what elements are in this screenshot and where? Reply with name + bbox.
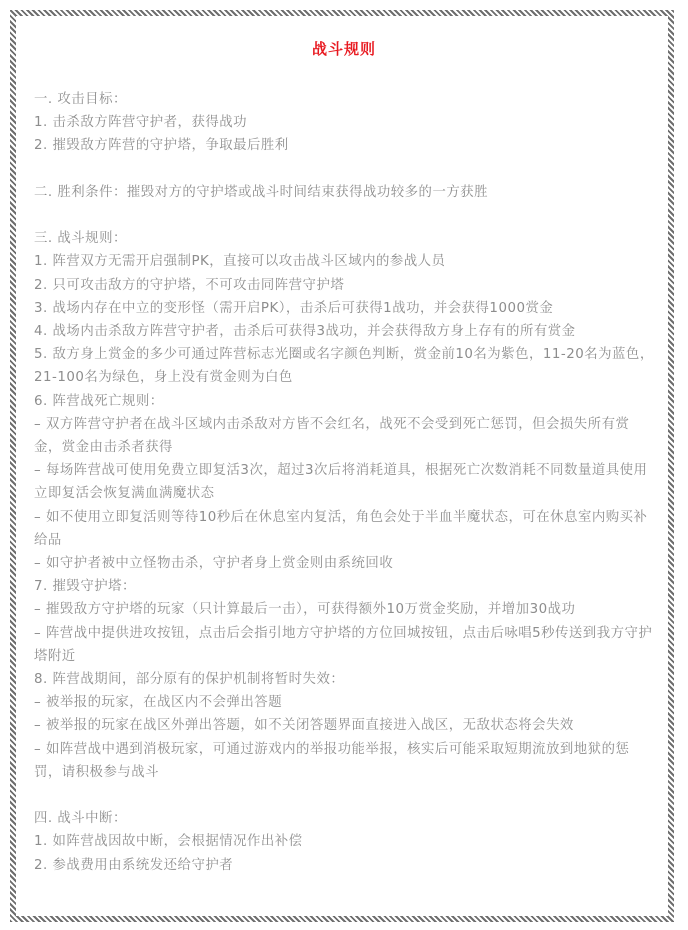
page-title: 战斗规则	[311, 40, 376, 58]
section-attack-target-heading: 一. 攻击目标：	[34, 92, 127, 107]
protection-rule-1: – 被举报的玩家，在战区内不会弹出答题	[34, 695, 283, 711]
protection-rule-2: – 被举报的玩家在战区外弹出答题，如不关闭答题界面直接进入战区，无敌状态将会失效	[34, 718, 574, 734]
battle-rule-5: 5. 敌方身上赏金的多少可通过阵营标志光圈或名字颜色判断，赏金前10名为紫色，11-20名为蓝色，21-100名为绿色，身上没有赏金则为白色	[34, 347, 654, 386]
battle-rule-8: 8. 阵营战期间，部分原有的保护机制将暂时失效：	[34, 672, 345, 688]
battle-rule-7: 7. 摧毁守护塔：	[34, 579, 136, 595]
protection-rule-3: – 如阵营战中遇到消极玩家，可通过游戏内的举报功能举报，核实后可能采取短期流放到地狱的惩罚，请积极参与战斗	[34, 741, 630, 780]
tower-rule-2: – 阵营战中提供进攻按钮，点击后会指引地方守护塔的方位回城按钮，点击后咏唱5秒传送到我方守护塔附近	[34, 625, 653, 664]
attack-target-item-1: 1. 击杀敌方阵营守护者，获得战功	[34, 115, 248, 131]
rules-content	[34, 88, 654, 877]
battle-rule-6: 6. 阵营战死亡规则：	[34, 393, 164, 409]
interruption-item-1: 1. 如阵营战因故中断，会根据情况作出补偿	[34, 834, 303, 850]
section-interruption-heading: 四. 战斗中断：	[34, 811, 127, 827]
battle-rule-4: 4. 战场内击杀敌方阵营守护者，击杀后可获得3战功，并会获得敌方身上存有的所有赏金	[34, 324, 576, 339]
section-battle-rules-heading: 三. 战斗规则：	[34, 231, 127, 247]
death-rule-4: – 如守护者被中立怪物击杀，守护者身上赏金则由系统回收	[34, 556, 394, 572]
battle-rule-3: 3. 战场内存在中立的变形怪（需开启PK），击杀后可获得1战功，并会获得1000赏金	[34, 300, 554, 316]
death-rule-3: – 如不使用立即复活则等待10秒后在休息室内复活，角色会处于半血半魔状态，可在休息室内购买补给品	[34, 509, 648, 548]
death-rule-2: – 每场阵营战可使用免费立即复活3次，超过3次后将消耗道具，根据死亡次数消耗不同数量道具使用立即复活会恢复满血满魔状态	[34, 463, 648, 502]
interruption-item-2: 2. 参战费用由系统发还给守护者	[34, 857, 234, 873]
death-rule-1: – 双方阵营守护者在战斗区域内击杀敌对方皆不会红名，战死不会受到死亡惩罚，但会损失所有赏金，赏金由击杀者获得	[34, 416, 630, 456]
attack-target-item-2: 2. 摧毁敌方阵营的守护塔，争取最后胜利	[34, 138, 289, 154]
section-victory-condition: 二. 胜利条件：摧毁对方的守护塔或战斗时间结束获得战功较多的一方获胜	[34, 184, 489, 200]
tower-rule-1: – 摧毁敌方守护塔的玩家（只计算最后一击），可获得额外10万赏金奖励，并增加30战功	[34, 602, 576, 618]
battle-rule-1: 1. 阵营双方无需开启强制PK，直接可以攻击战斗区域内的参战人员	[34, 254, 446, 270]
battle-rule-2: 2. 只可攻击敌方的守护塔，不可攻击同阵营守护塔	[34, 277, 345, 293]
